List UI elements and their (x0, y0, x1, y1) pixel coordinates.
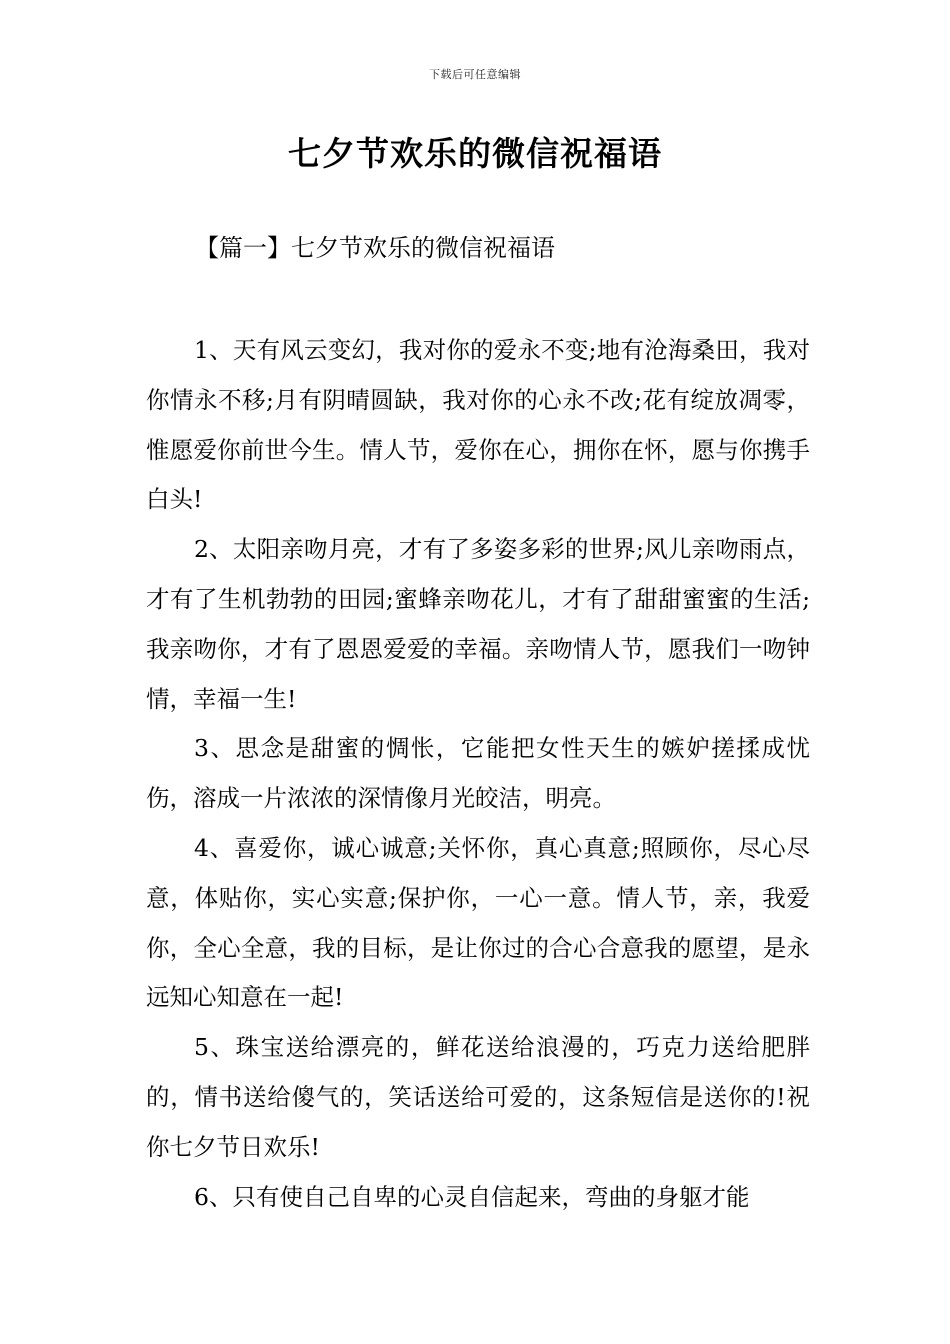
paragraph-3: 3、思念是甜蜜的惆怅，它能把女性天生的嫉妒搓揉成忧伤，溶成一片浓浓的深情像月光皎洁，明亮。 (146, 734, 810, 813)
body-text (146, 326, 810, 1222)
paragraph-4: 4、喜爱你，诚心诚意;关怀你，真心真意;照顾你，尽心尽意，体贴你，实心实意;保护你，一心一意。情人节，亲，我爱你，全心全意，我的目标，是让你过的合心合意我的愿望，是永远知心知意在一起! (146, 833, 810, 1012)
paragraph-5: 5、珠宝送给漂亮的，鲜花送给浪漫的，巧克力送给肥胖的，情书送给傻气的，笑话送给可爱的，这条短信是送你的!祝你七夕节日欢乐! (146, 1033, 810, 1161)
header-note: 下载后可任意编辑 (429, 68, 521, 81)
section-heading: 【篇一】七夕节欢乐的微信祝福语 (195, 234, 555, 262)
paragraph-1: 1、天有风云变幻，我对你的爱永不变;地有沧海桑田，我对你情永不移;月有阴晴圆缺，我对你的心永不改;花有绽放凋零，惟愿爱你前世今生。情人节，爱你在心，拥你在怀，愿与你携手白头! (146, 336, 810, 514)
paragraph-6: 6、只有使自己自卑的心灵自信起来，弯曲的身躯才能 (194, 1182, 750, 1211)
document-title: 七夕节欢乐的微信祝福语 (288, 134, 662, 173)
paragraph-2: 2、太阳亲吻月亮，才有了多姿多彩的世界;风儿亲吻雨点，才有了生机勃勃的田园;蜜蜂亲吻花儿，才有了甜甜蜜蜜的生活;我亲吻你，才有了恩恩爱爱的幸福。亲吻情人节，愿我们一吻钟情，幸福一生! (146, 535, 810, 713)
